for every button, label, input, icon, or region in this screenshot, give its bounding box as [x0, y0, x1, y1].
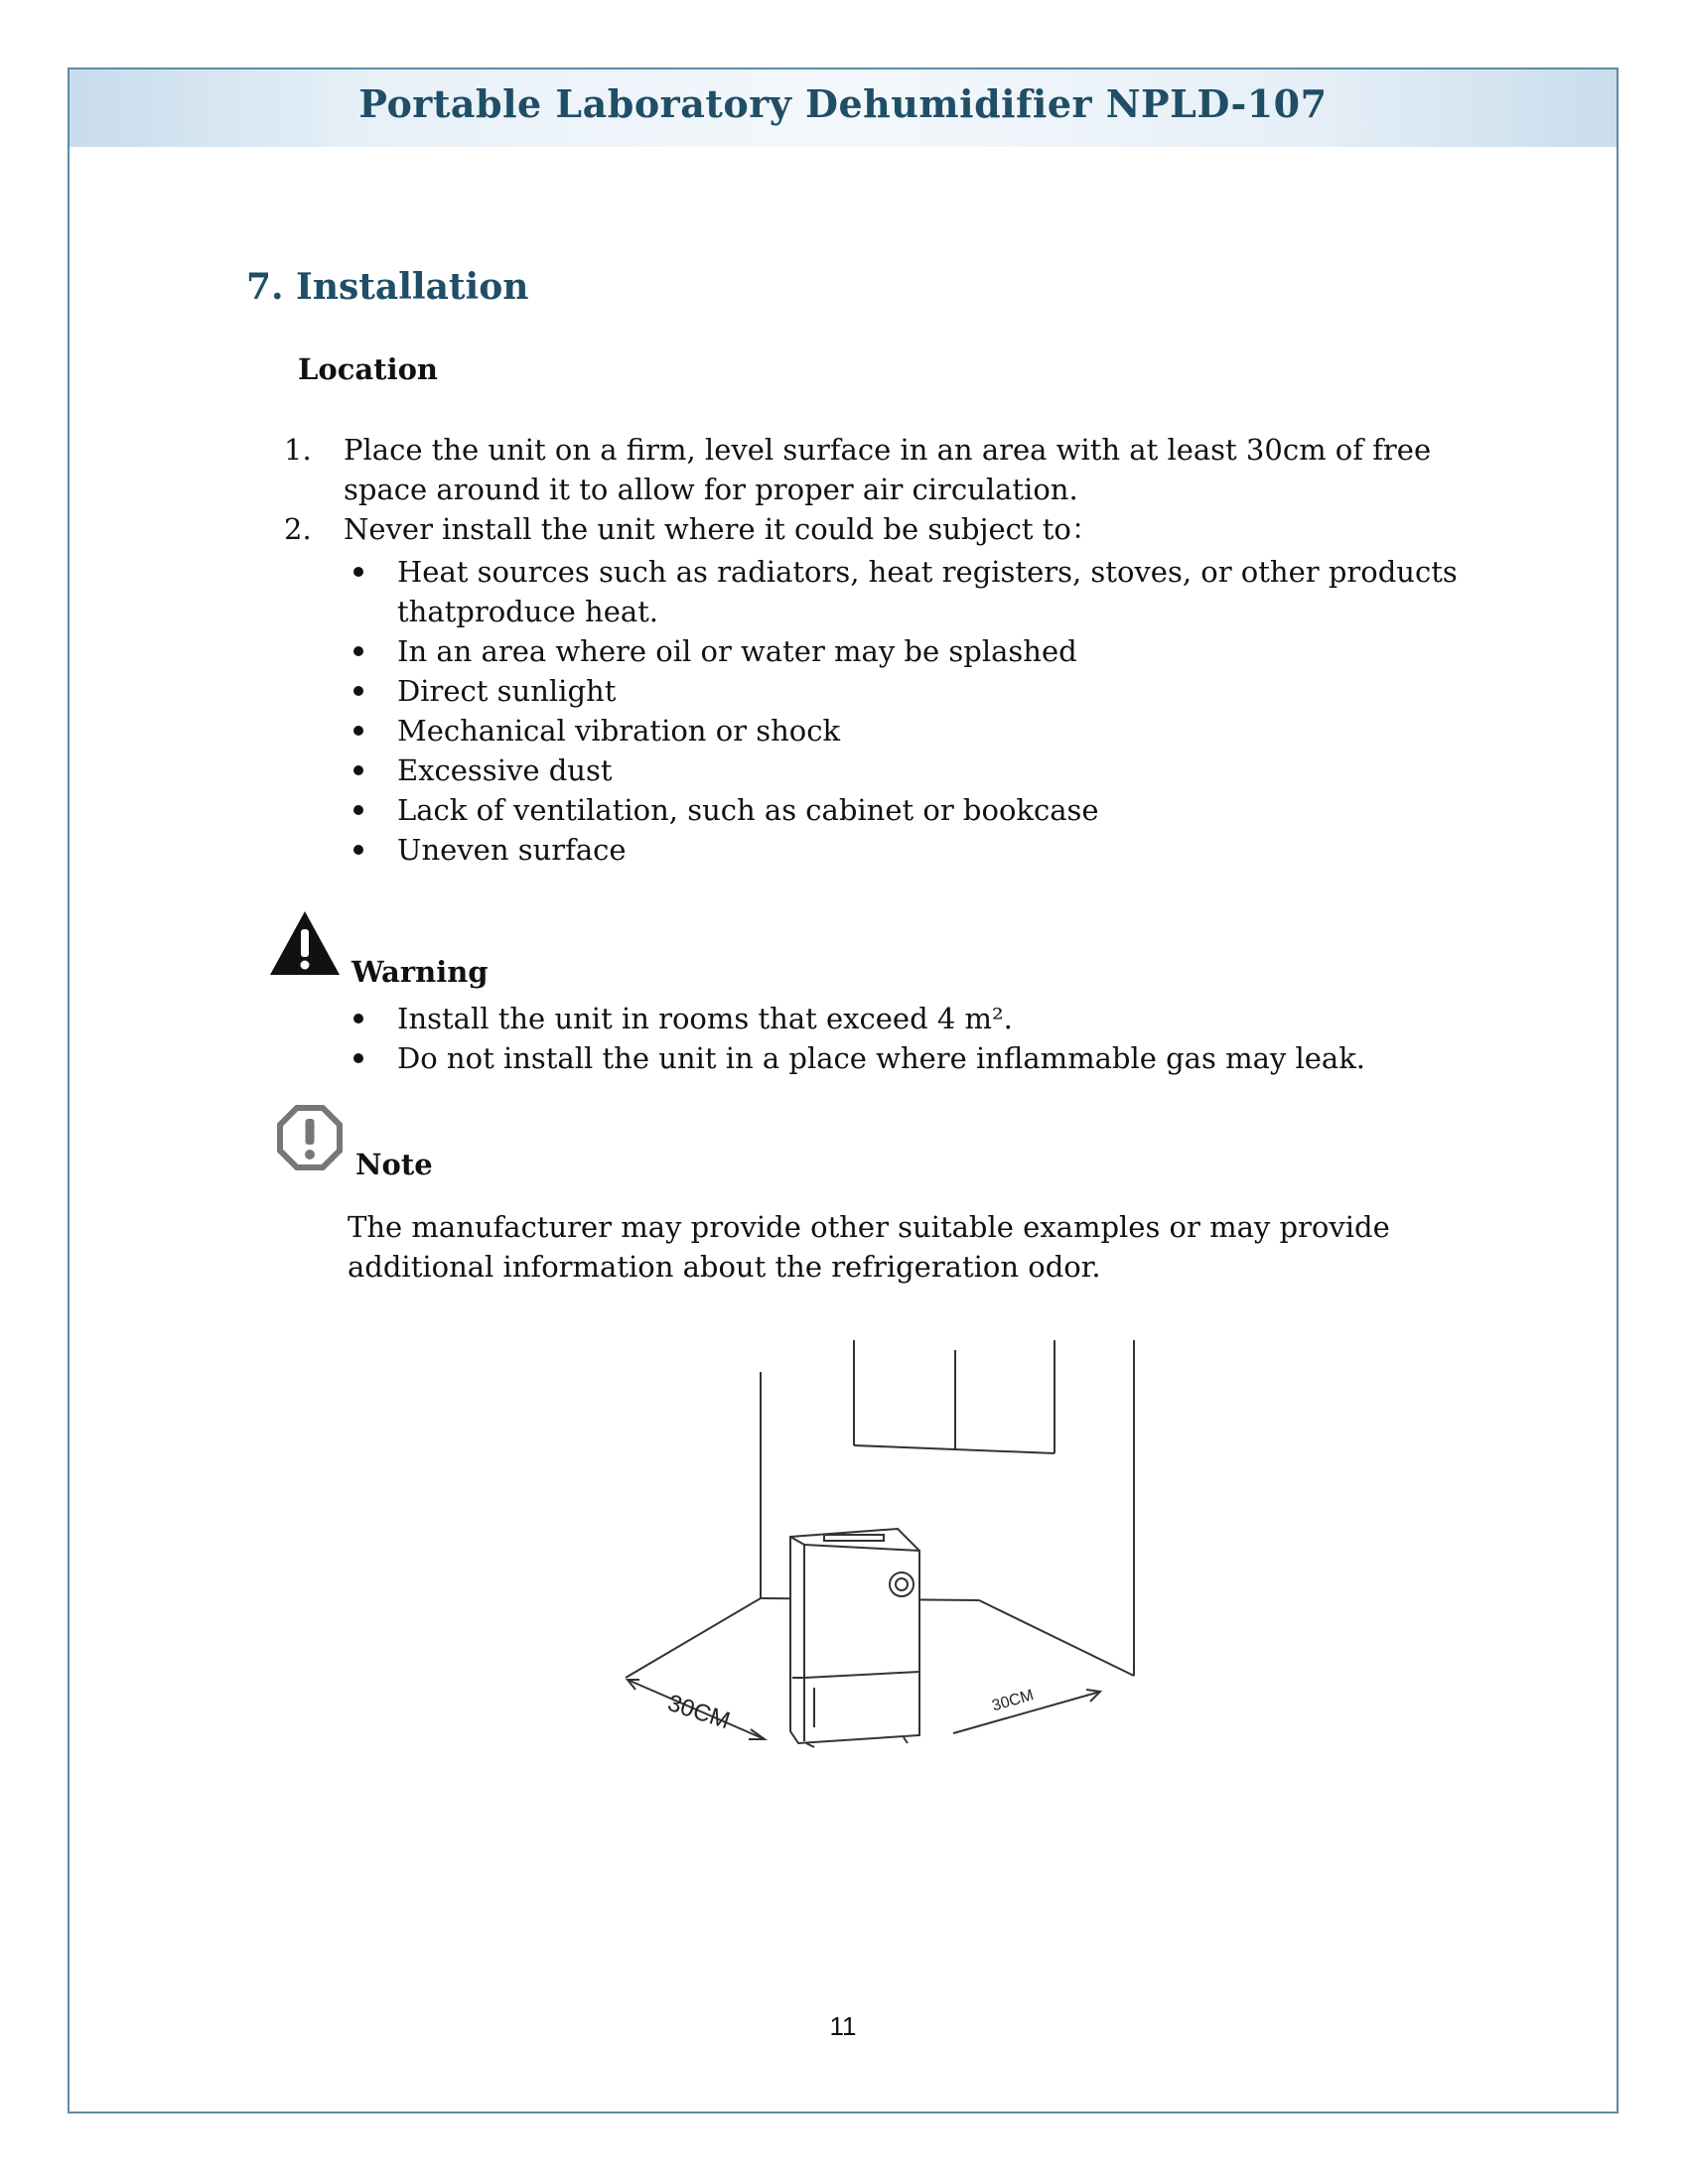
bullet-text: Uneven surface [397, 833, 627, 867]
bullet-item [346, 671, 1477, 711]
bullet-item [346, 751, 1477, 790]
octagon-exclamation-icon [276, 1104, 344, 1171]
section-number: 7. [246, 266, 284, 308]
bullet-text: Excessive dust [397, 753, 613, 787]
right-clearance-label: 30CM [990, 1687, 1036, 1715]
bullet-text: Heat sources such as radiators, heat registers, stoves, or other products thatproduce heat. [397, 555, 1458, 628]
list-item-text: Place the unit on a firm, level surface in an area with at least 30cm of free space around it to allow for proper air circulation. [344, 433, 1432, 506]
bullet-text: Install the unit in rooms that exceed 4 m². [397, 1002, 1013, 1035]
bullet-dot-icon [353, 1053, 363, 1063]
bullet-item [346, 999, 1477, 1038]
bullet-dot-icon [353, 1014, 363, 1024]
warning-label: Warning [352, 955, 489, 989]
bullet-item [346, 552, 1477, 631]
subject-to-list [346, 552, 1477, 870]
bullet-dot-icon [353, 726, 363, 736]
list-marker: 2. [284, 512, 312, 546]
list-item [282, 430, 1513, 509]
installation-clearance-illustration [526, 1340, 1162, 1777]
list-item [282, 509, 1513, 549]
bullet-dot-icon [353, 805, 363, 815]
bullet-item [346, 1038, 1477, 1078]
page-number: 11 [829, 2011, 857, 2041]
bullet-text: Lack of ventilation, such as cabinet or bookcase [397, 793, 1099, 827]
note-label: Note [355, 1148, 433, 1181]
left-clearance-label: 30CM [664, 1689, 734, 1735]
bullet-dot-icon [353, 845, 363, 855]
warning-triangle-icon [268, 909, 342, 979]
section-title: Installation [296, 266, 529, 308]
bullet-text: Do not install the unit in a place where inflammable gas may leak. [397, 1041, 1365, 1075]
bullet-dot-icon [353, 765, 363, 775]
bullet-dot-icon [353, 646, 363, 656]
bullet-item [346, 631, 1477, 671]
note-text: The manufacturer may provide other suitable examples or may provide additional information about the refrigeration odor. [348, 1210, 1390, 1284]
bullet-text: In an area where oil or water may be splashed [397, 634, 1077, 668]
list-item-text: Never install the unit where it could be subject to： [344, 512, 1100, 546]
bullet-item [346, 711, 1477, 751]
bullet-dot-icon [353, 567, 363, 577]
bullet-item [346, 830, 1477, 870]
location-heading: Location [298, 352, 439, 386]
bullet-text: Direct sunlight [397, 674, 617, 708]
bullet-text: Mechanical vibration or shock [397, 714, 841, 748]
location-list [282, 430, 1513, 549]
list-marker: 1. [284, 433, 312, 467]
bullet-item [346, 790, 1477, 830]
warning-list [346, 999, 1477, 1078]
section-heading [246, 266, 528, 308]
bullet-dot-icon [353, 686, 363, 696]
document-title: Portable Laboratory Dehumidifier NPLD-107 [358, 81, 1328, 126]
